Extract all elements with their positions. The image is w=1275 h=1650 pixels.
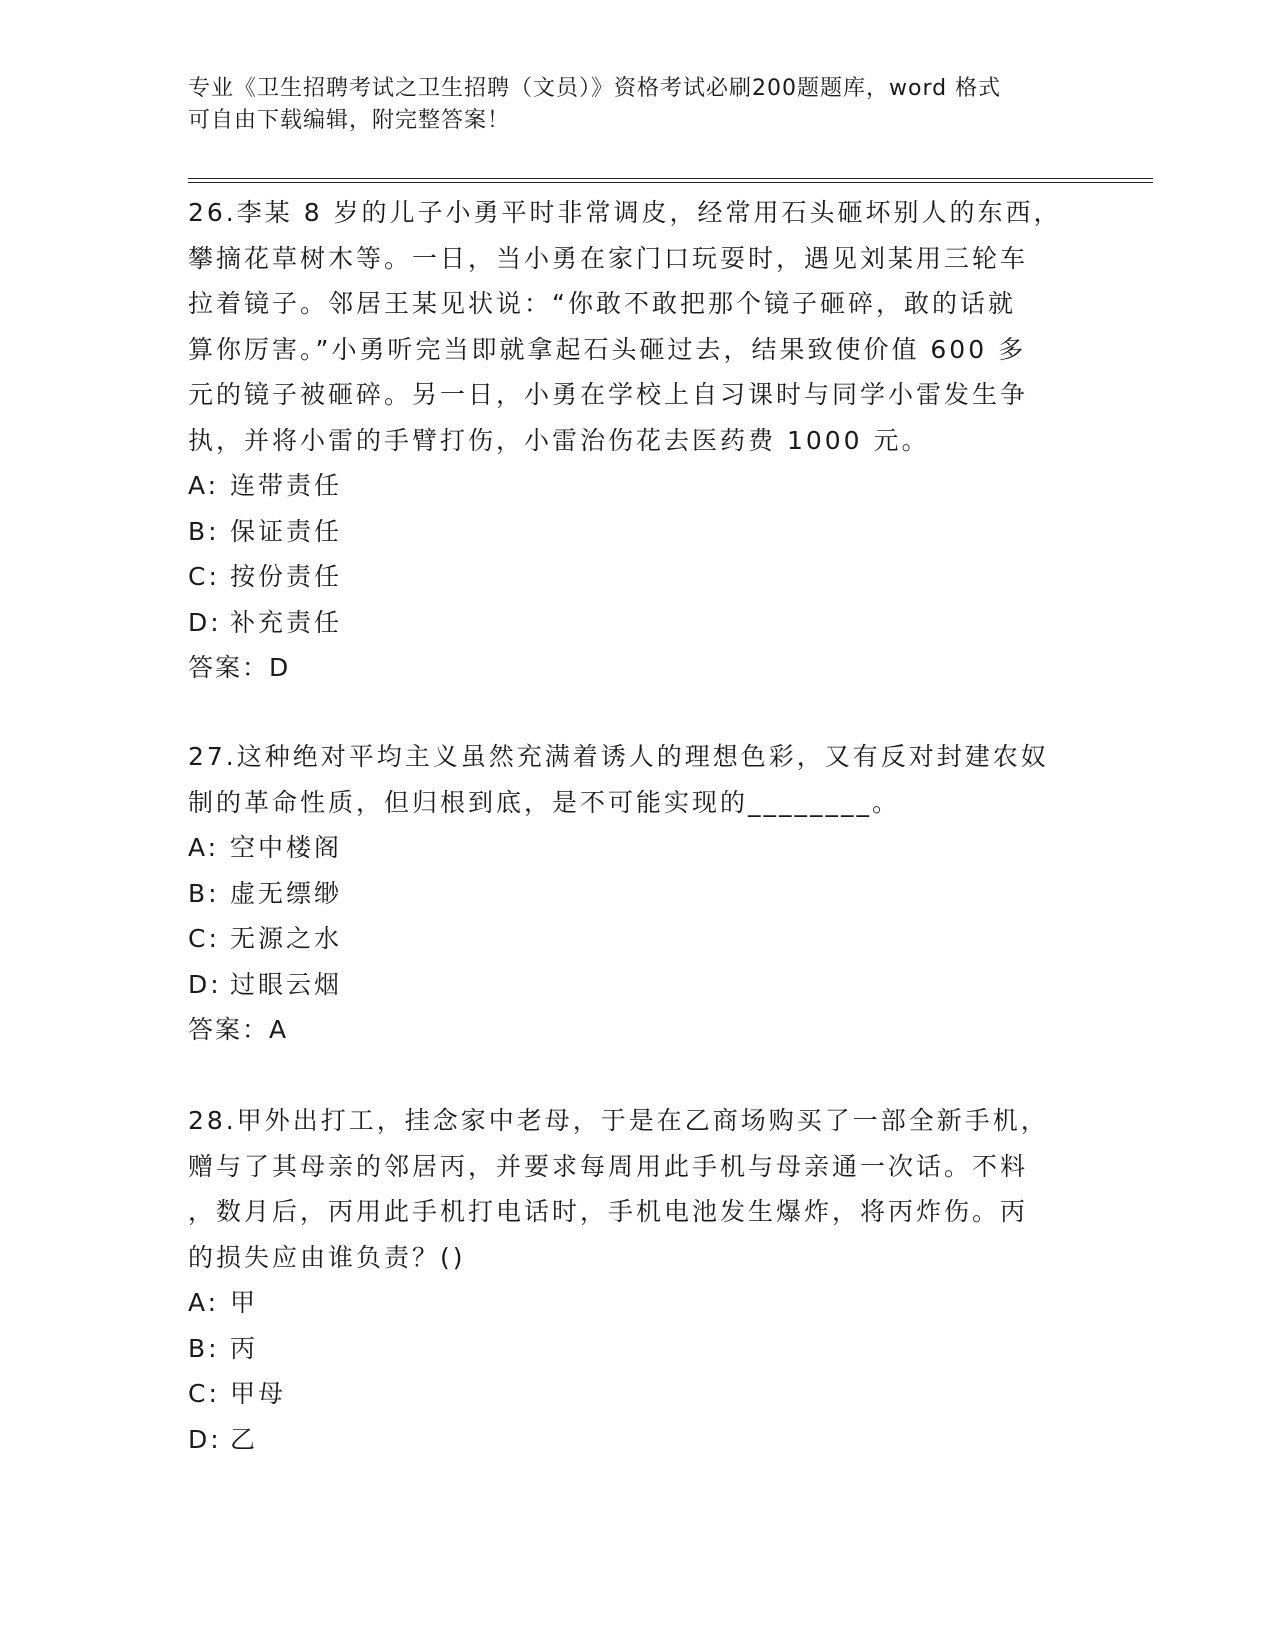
- stem-line: 拉着镜子。邻居王某见状说：“你敢不敢把那个镜子砸碎，敢的话就: [188, 289, 1016, 318]
- question-stem: [188, 1098, 1088, 1280]
- option-c: [188, 1371, 1088, 1417]
- option-key: A:: [188, 833, 220, 862]
- option-key: B:: [188, 1333, 220, 1363]
- option-d: [188, 962, 1088, 1008]
- stem-line: ，数月后，丙用此手机打电话时，手机电池发生爆炸，将丙炸伤。丙: [188, 1197, 1029, 1226]
- question-26: [188, 190, 1088, 691]
- stem-line: 算你厉害。”小勇听完当即就拿起石头砸过去，结果致使价值 600 多: [188, 334, 1027, 364]
- option-text: 虚无缥缈: [230, 878, 343, 908]
- option-text: 甲: [230, 1288, 259, 1317]
- option-key: C:: [188, 924, 220, 953]
- stem-line: 的损失应由谁负责？(): [188, 1242, 466, 1272]
- header-rule-top: [188, 178, 1153, 179]
- stem-line: 执，并将小雷的手臂打伤，小雷治伤花去医药费 1000 元。: [188, 425, 930, 455]
- option-key: D:: [188, 969, 222, 999]
- stem-line: 攀摘花草树木等。一日，当小勇在家门口玩耍时，遇见刘某用三轮车: [188, 243, 1029, 273]
- stem-line: 27.这种绝对平均主义虽然充满着诱人的理想色彩，又有反对封建农奴: [188, 742, 1049, 771]
- option-key: C:: [188, 1379, 220, 1408]
- option-text: 丙: [230, 1333, 259, 1363]
- option-c: [188, 554, 1088, 600]
- option-a: [188, 825, 1088, 871]
- header-rule-bottom: [188, 182, 1153, 183]
- stem-line: 28.甲外出打工，挂念家中老母，于是在乙商场购买了一部全新手机，: [188, 1106, 1049, 1135]
- option-text: 补充责任: [230, 607, 343, 637]
- question-stem: [188, 734, 1088, 825]
- option-key: B:: [188, 516, 220, 546]
- option-key: C:: [188, 562, 220, 591]
- stem-line: 26.李某 8 岁的儿子小勇平时非常调皮，经常用石头砸坏别人的东西，: [188, 198, 1062, 227]
- option-text: 空中楼阁: [230, 833, 343, 862]
- option-text: 无源之水: [230, 924, 343, 953]
- option-d: [188, 600, 1088, 646]
- option-text: 连带责任: [230, 471, 343, 500]
- document-header: [188, 73, 1068, 137]
- question-stem: [188, 190, 1088, 463]
- option-key: A:: [188, 471, 220, 500]
- option-b: [188, 871, 1088, 917]
- option-b: [188, 1326, 1088, 1372]
- option-text: 乙: [230, 1424, 259, 1454]
- answer: 答案：D: [188, 653, 291, 682]
- stem-line: 赠与了其母亲的邻居丙，并要求每周用此手机与母亲通一次话。不料: [188, 1151, 1029, 1181]
- question-28: [188, 1098, 1088, 1462]
- answer: 答案：A: [188, 1015, 289, 1044]
- question-27: [188, 734, 1088, 1053]
- option-a: [188, 463, 1088, 509]
- option-text: 过眼云烟: [230, 969, 343, 999]
- stem-line: 制的革命性质，但归根到底，是不可能实现的________。: [188, 787, 901, 817]
- option-text: 甲母: [230, 1379, 287, 1408]
- option-key: D:: [188, 1424, 222, 1454]
- option-b: [188, 509, 1088, 555]
- header-line-2: 可自由下载编辑，附完整答案！: [188, 108, 511, 133]
- option-d: [188, 1417, 1088, 1463]
- option-a: [188, 1280, 1088, 1326]
- option-text: 按份责任: [230, 562, 343, 591]
- option-key: A:: [188, 1288, 220, 1317]
- option-key: D:: [188, 607, 222, 637]
- header-line-1: 专业《卫生招聘考试之卫生招聘（文员）》资格考试必刷200题题库，word 格式: [188, 76, 1002, 101]
- option-c: [188, 916, 1088, 962]
- stem-line: 元的镜子被砸碎。另一日，小勇在学校上自习课时与同学小雷发生争: [188, 380, 1029, 409]
- option-text: 保证责任: [230, 516, 343, 546]
- option-key: B:: [188, 878, 220, 908]
